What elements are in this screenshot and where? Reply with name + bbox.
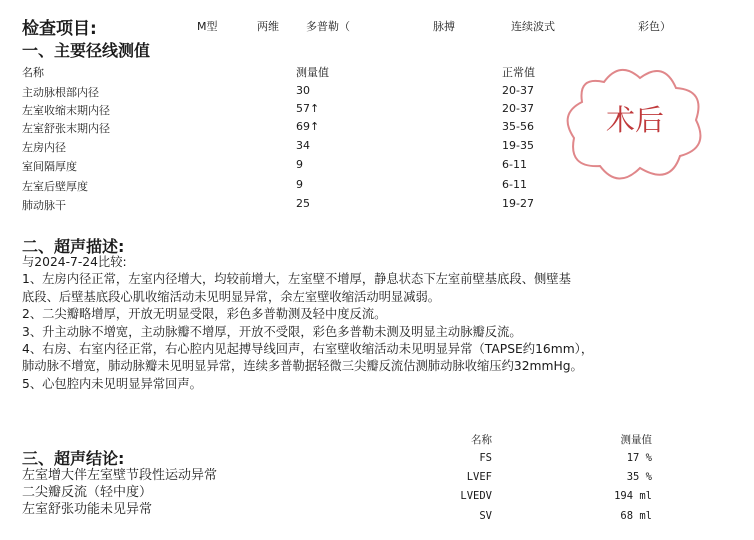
row-value: 57↑	[296, 102, 320, 115]
description-line: 4、右房、右室内径正常，右心腔内见起搏导线回声，右室壁收缩活动未见明显异常（TAPSE约16mm），	[22, 342, 594, 357]
table-row	[0, 197, 754, 215]
row-value: 9	[296, 158, 303, 171]
row-normal: 20-37	[502, 102, 534, 115]
description-line: 3、升主动脉不增宽，主动脉瓣不增厚，开放不受限，彩色多普勒未测及明显主动脉瓣反流。	[22, 324, 522, 339]
section3-title: 三、超声结论:	[22, 449, 125, 468]
col-value-header: 测量值	[296, 66, 329, 79]
description-line: 1、左房内径正常，左室内径增大，均较前增大，左室壁不增厚，静息状态下左室前壁基底段、侧壁基	[22, 272, 571, 287]
conclusion-line: 左室增大伴左室壁节段性运动异常	[22, 468, 218, 483]
mode-pulse: 脉搏	[433, 20, 455, 33]
row-normal: 35-56	[502, 120, 534, 133]
row-value: 69↑	[296, 120, 320, 133]
row-value: 25	[296, 197, 310, 210]
table-row	[0, 471, 754, 487]
mode-m: M型	[197, 20, 218, 33]
measure-name: FS	[479, 452, 492, 464]
measure-value: 35 %	[626, 471, 652, 483]
description-line: 与2024-7-24比较:	[22, 255, 127, 269]
section2-title: 二、超声描述:	[22, 237, 125, 256]
measure-value: 68 ml	[620, 510, 652, 522]
post-op-stamp	[560, 58, 710, 190]
section1-title: 一、主要径线测值	[22, 41, 151, 60]
page-title: 检查项目:	[22, 19, 97, 39]
description-line: 底段、后壁基底段心肌收缩活动未见明显异常，余左室壁收缩活动明显减弱。	[22, 289, 441, 304]
stamp-text: 术后	[605, 103, 664, 137]
row-name: 左室舒张末期内径	[22, 122, 110, 135]
row-normal: 19-35	[502, 139, 534, 152]
row-name: 左房内径	[22, 141, 66, 154]
row-value: 34	[296, 139, 310, 152]
measurements-header	[0, 432, 754, 448]
row-name: 室间隔厚度	[22, 160, 77, 173]
conclusion-line: 左室舒张功能未见异常	[22, 502, 153, 517]
measure-name-header: 名称	[471, 434, 492, 446]
row-name: 主动脉根部内径	[22, 86, 99, 99]
mode-2d: 两维	[257, 20, 279, 33]
description-line: 肺动脉不增宽，肺动脉瓣未见明显异常，连续多普勒据轻微三尖瓣反流估测肺动脉收缩压约32mmHg。	[22, 359, 583, 374]
mode-color: 彩色）	[638, 20, 671, 33]
table-row	[0, 452, 754, 468]
measure-name: LVEDV	[460, 490, 492, 502]
col-name-header: 名称	[22, 66, 44, 79]
row-value: 30	[296, 84, 310, 97]
mode-doppler: 多普勒（	[306, 20, 350, 33]
row-name: 肺动脉干	[22, 199, 66, 212]
measure-name: LVEF	[466, 471, 492, 483]
measure-value: 17 %	[626, 452, 652, 464]
description-line: 5、心包腔内未见明显异常回声。	[22, 376, 202, 391]
row-normal: 20-37	[502, 84, 534, 97]
row-normal: 19-27	[502, 197, 534, 210]
measure-value: 194 ml	[614, 490, 652, 502]
table-row	[0, 490, 754, 506]
measure-value-header: 测量值	[620, 434, 652, 446]
col-normal-header: 正常值	[502, 66, 535, 79]
table-row	[0, 510, 754, 526]
measure-name: SV	[479, 510, 492, 522]
row-name: 左室后壁厚度	[22, 180, 88, 193]
description-block	[22, 254, 734, 393]
row-normal: 6-11	[502, 158, 527, 171]
row-name: 左室收缩末期内径	[22, 104, 110, 117]
mode-cw: 连续波式	[511, 20, 555, 33]
row-value: 9	[296, 178, 303, 191]
conclusion-line: 二尖瓣反流（轻中度）	[22, 485, 153, 500]
description-line: 2、二尖瓣略增厚，开放无明显受限，彩色多普勒测及轻中度反流。	[22, 307, 387, 322]
row-normal: 6-11	[502, 178, 527, 191]
